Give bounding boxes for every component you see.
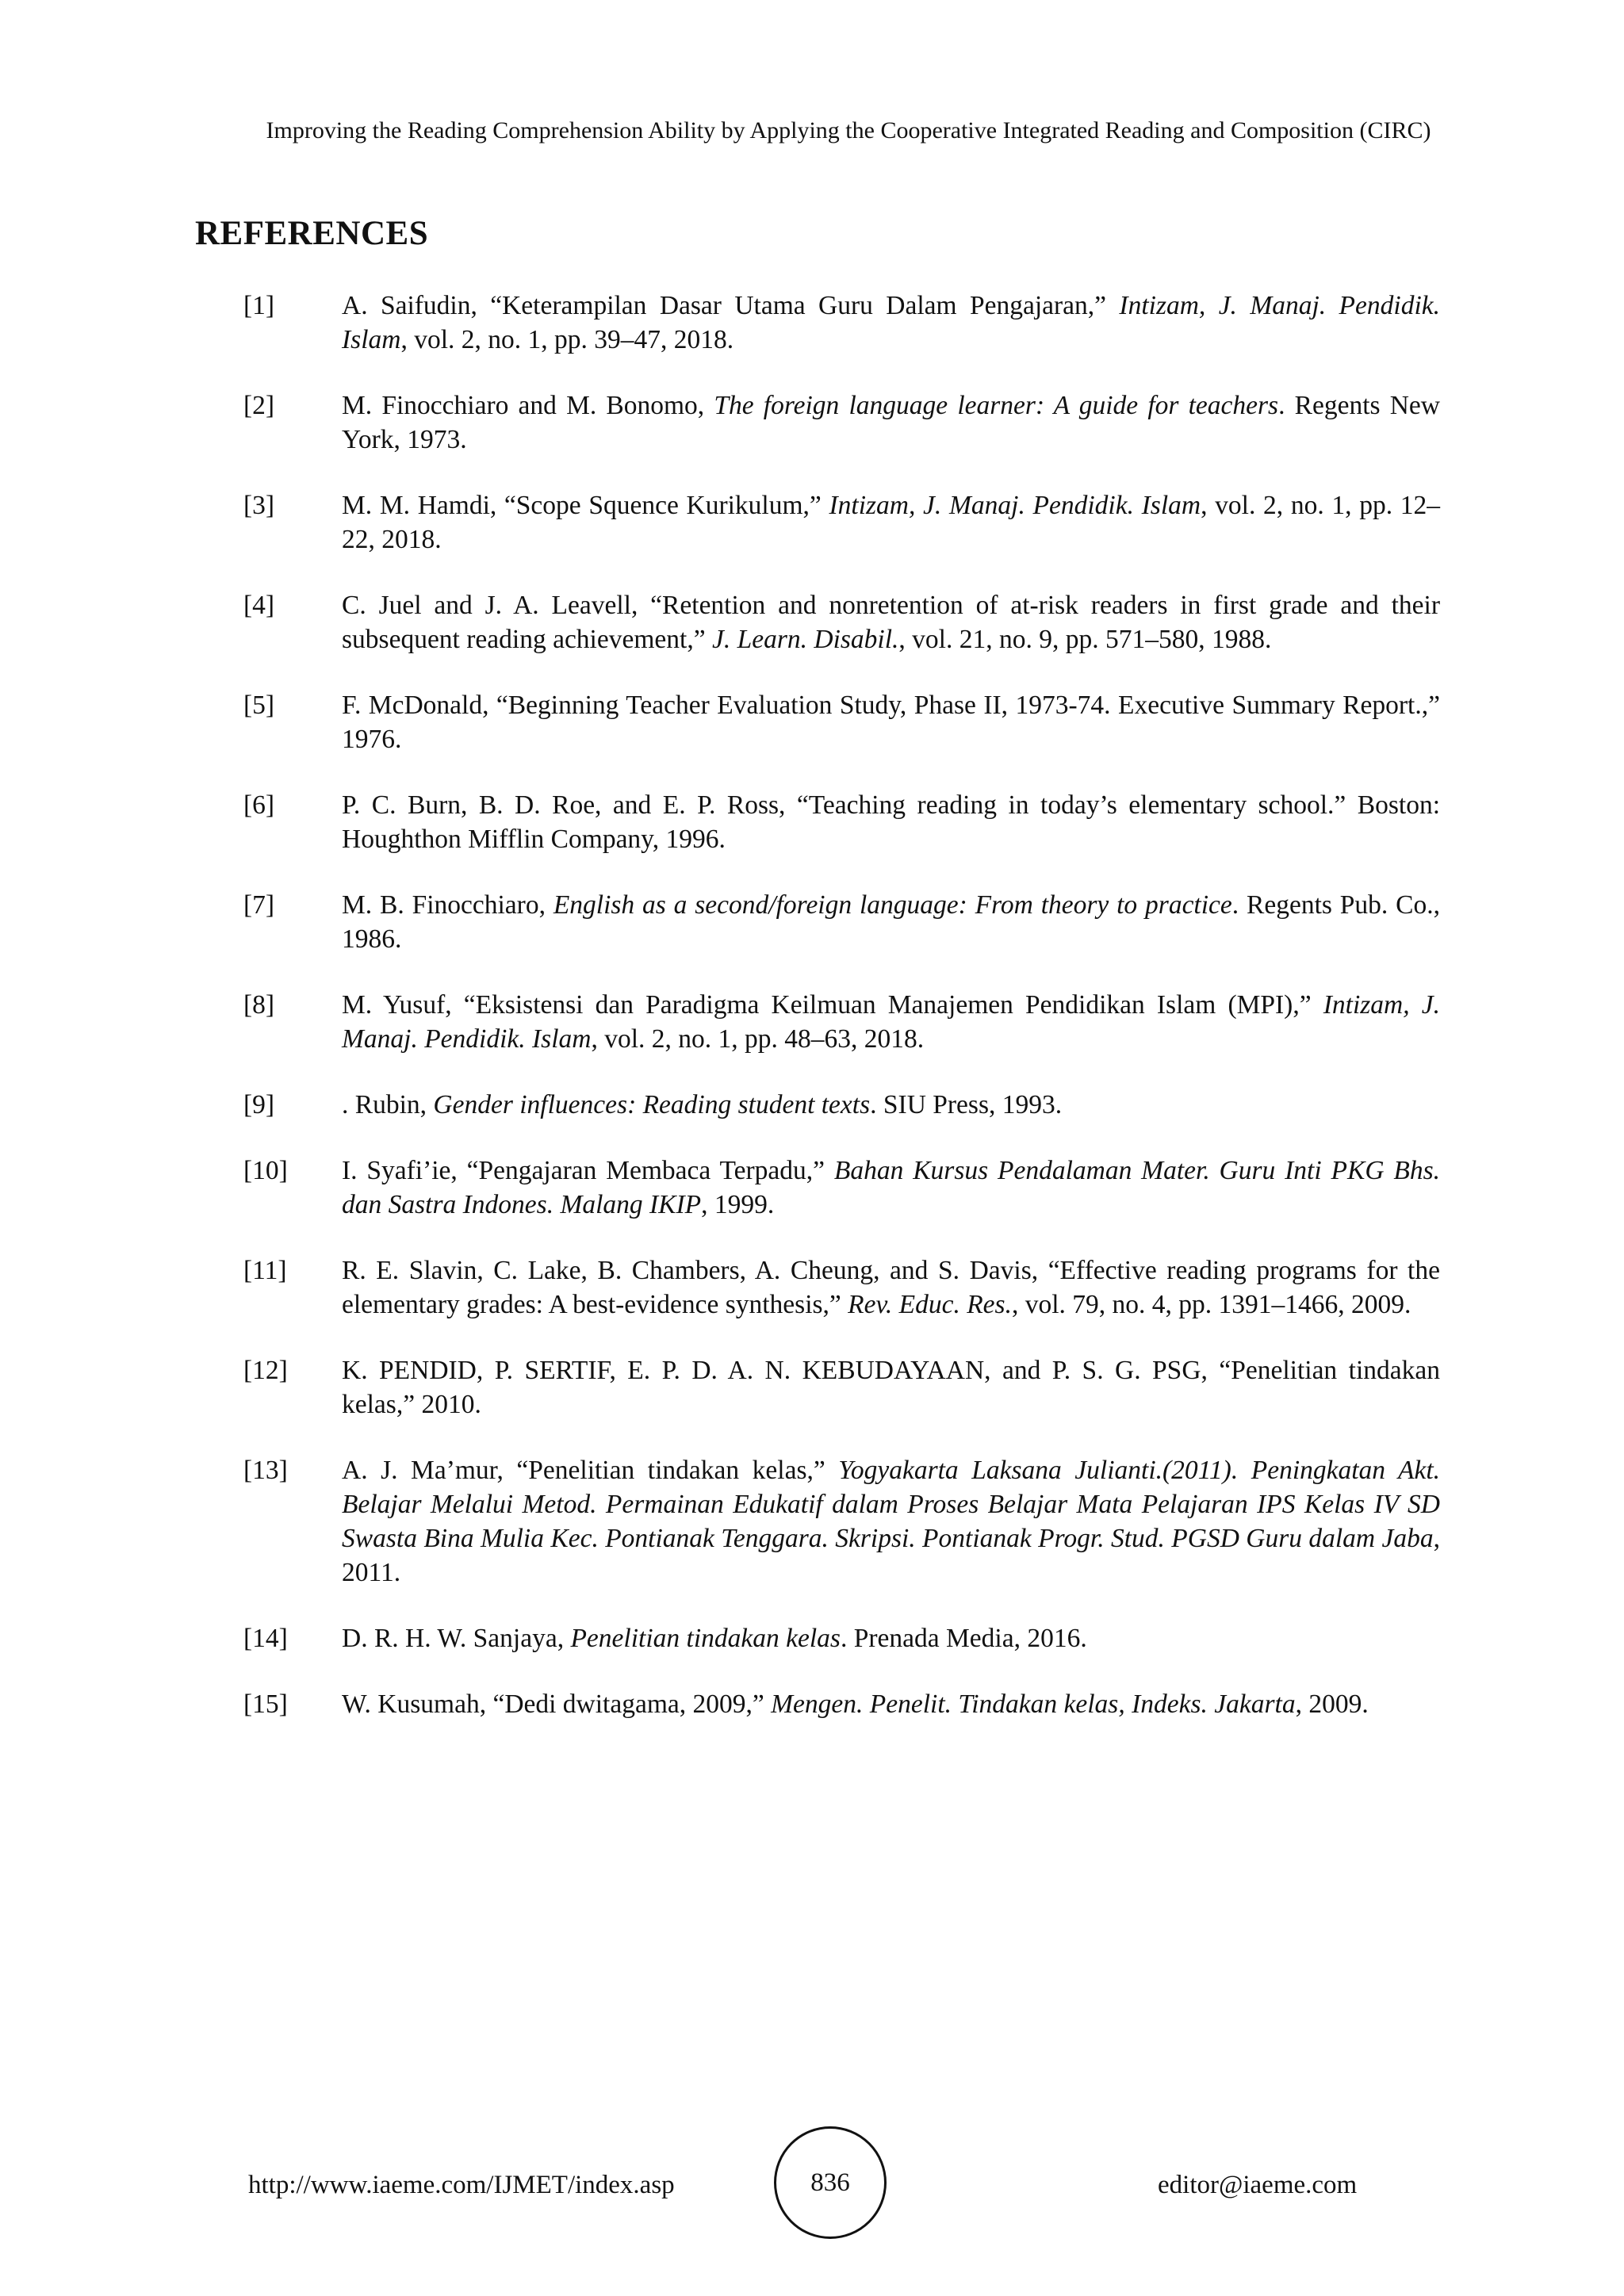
- reference-text-segment: A. J. Ma’mur, “Penelitian tindakan kelas,”: [342, 1456, 839, 1485]
- reference-item: [0, 988, 1624, 1056]
- reference-source-italic: Rev. Educ. Res.: [848, 1290, 1012, 1319]
- reference-number: [2]: [243, 391, 275, 420]
- reference-text-segment: M. M. Hamdi, “Scope Squence Kurikulum,”: [342, 491, 829, 520]
- reference-item: [0, 588, 1624, 656]
- reference-item: [0, 1253, 1624, 1322]
- reference-source-italic: Intizam, J. Manaj. Pendidik. Islam: [342, 291, 1440, 354]
- reference-number: [14]: [243, 1624, 288, 1653]
- reference-number: [6]: [243, 790, 275, 820]
- reference-text-segment: , vol. 2, no. 1, pp. 48–63, 2018.: [591, 1024, 925, 1054]
- reference-number: [7]: [243, 890, 275, 920]
- reference-number: [3]: [243, 491, 275, 520]
- reference-text-segment: P. C. Burn, B. D. Roe, and E. P. Ross, “Teaching reading in today’s elementary school.” Boston: Houghthon Mifflin Company, 1996.: [342, 790, 1440, 854]
- reference-source-italic: The foreign language learner: A guide for teachers: [714, 391, 1279, 420]
- reference-number: [10]: [243, 1156, 288, 1185]
- reference-text-segment: . SIU Press, 1993.: [870, 1090, 1063, 1119]
- reference-text: [342, 1453, 1440, 1590]
- page-number-circle: [774, 2126, 887, 2239]
- reference-text-segment: K. PENDID, P. SERTIF, E. P. D. A. N. KEBUDAYAAN, and P. S. G. PSG, “Penelitian tindakan kelas,” 2010.: [342, 1356, 1440, 1419]
- reference-text-segment: . Regents Pub. Co., 1986.: [342, 890, 1440, 954]
- reference-text-segment: I. Syafi’ie, “Pengajaran Membaca Terpadu,”: [342, 1156, 834, 1185]
- reference-source-italic: Bahan Kursus Pendalaman Mater. Guru Inti PKG Bhs. dan Sastra Indones. Malang IKIP: [342, 1156, 1440, 1219]
- reference-text-segment: , 2009.: [1295, 1689, 1369, 1719]
- reference-number: [15]: [243, 1689, 288, 1719]
- reference-item: [0, 488, 1624, 557]
- reference-text-segment: , vol. 2, no. 1, pp. 39–47, 2018.: [400, 325, 734, 354]
- reference-source-italic: Yogyakarta Laksana Julianti.(2011). Peningkatan Akt. Belajar Melalui Metod. Permainan Edukatif dalam Proses Belajar Mata Pelajaran IPS Kelas IV SD Swasta Bina Mulia Kec. Pontianak Tenggara. Skripsi. Pontianak Progr. Stud. PGSD Guru dalam Jaba: [342, 1456, 1440, 1553]
- reference-item: [0, 1621, 1624, 1655]
- reference-text-segment: , vol. 2, no. 1, pp. 12–22, 2018.: [342, 491, 1440, 554]
- reference-text-segment: M. Yusuf, “Eksistensi dan Paradigma Keilmuan Manajemen Pendidikan Islam (MPI),”: [342, 990, 1323, 1020]
- reference-text-segment: . Rubin,: [342, 1090, 434, 1119]
- reference-text: [342, 1621, 1440, 1655]
- reference-text: [342, 388, 1440, 457]
- reference-item: [0, 1154, 1624, 1222]
- reference-text-segment: D. R. H. W. Sanjaya,: [342, 1624, 571, 1653]
- reference-number: [9]: [243, 1090, 275, 1119]
- running-header: Improving the Reading Comprehension Ability by Applying the Cooperative Integrated Reading and Composition (CIRC): [266, 117, 1431, 144]
- reference-source-italic: Intizam, J. Manaj. Pendidik. Islam: [342, 990, 1440, 1054]
- reference-text-segment: . Prenada Media, 2016.: [840, 1624, 1087, 1653]
- footer-url: http://www.iaeme.com/IJMET/index.asp: [248, 2171, 675, 2199]
- reference-text-segment: M. Finocchiaro and M. Bonomo,: [342, 391, 714, 420]
- reference-item: [0, 388, 1624, 457]
- page-number: 836: [810, 2168, 850, 2197]
- reference-text-segment: , vol. 21, no. 9, pp. 571–580, 1988.: [898, 625, 1272, 654]
- reference-text-segment: M. B. Finocchiaro,: [342, 890, 553, 920]
- reference-text: [342, 289, 1440, 357]
- reference-source-italic: Intizam, J. Manaj. Pendidik. Islam: [829, 491, 1201, 520]
- reference-text: [342, 788, 1440, 856]
- reference-text: [342, 1088, 1440, 1122]
- footer-email: editor@iaeme.com: [1158, 2171, 1358, 2199]
- reference-source-italic: J. Learn. Disabil.: [711, 625, 899, 654]
- reference-number: [5]: [243, 691, 275, 720]
- reference-text: [342, 1687, 1440, 1721]
- reference-text: [342, 1154, 1440, 1222]
- reference-item: [0, 289, 1624, 357]
- reference-number: [8]: [243, 990, 275, 1020]
- reference-text-segment: , 2011.: [342, 1524, 1440, 1587]
- reference-text-segment: C. Juel and J. A. Leavell, “Retention and nonretention of at-risk readers in first grade and their subsequent reading achievement,”: [342, 591, 1440, 654]
- reference-list: [0, 289, 1624, 1753]
- reference-item: [0, 1353, 1624, 1422]
- reference-text: [342, 688, 1440, 756]
- reference-text: [342, 1353, 1440, 1422]
- section-heading-references: REFERENCES: [195, 215, 429, 252]
- reference-item: [0, 1687, 1624, 1721]
- reference-number: [4]: [243, 591, 275, 620]
- reference-text-segment: A. Saifudin, “Keterampilan Dasar Utama Guru Dalam Pengajaran,”: [342, 291, 1120, 320]
- reference-item: [0, 888, 1624, 956]
- reference-text-segment: F. McDonald, “Beginning Teacher Evaluation Study, Phase II, 1973-74. Executive Summary Report.,” 1976.: [342, 691, 1440, 754]
- reference-text-segment: . Regents New York, 1973.: [342, 391, 1440, 454]
- reference-source-italic: English as a second/foreign language: From theory to practice: [553, 890, 1232, 920]
- reference-item: [0, 1453, 1624, 1590]
- reference-text: [342, 488, 1440, 557]
- reference-source-italic: Mengen. Penelit. Tindakan kelas, Indeks. Jakarta: [771, 1689, 1296, 1719]
- reference-text: [342, 988, 1440, 1056]
- reference-number: [1]: [243, 291, 275, 320]
- reference-item: [0, 688, 1624, 756]
- reference-number: [11]: [243, 1256, 287, 1285]
- reference-source-italic: Penelitian tindakan kelas: [570, 1624, 841, 1653]
- reference-number: [12]: [243, 1356, 288, 1385]
- reference-text: [342, 888, 1440, 956]
- reference-item: [0, 788, 1624, 856]
- reference-text: [342, 588, 1440, 656]
- reference-text: [342, 1253, 1440, 1322]
- reference-number: [13]: [243, 1456, 288, 1485]
- reference-text-segment: R. E. Slavin, C. Lake, B. Chambers, A. Cheung, and S. Davis, “Effective reading programs for the elementary grades: A best-evidence synthesis,”: [342, 1256, 1440, 1319]
- reference-text-segment: , 1999.: [701, 1190, 775, 1219]
- reference-text-segment: , vol. 79, no. 4, pp. 1391–1466, 2009.: [1011, 1290, 1411, 1319]
- reference-source-italic: Gender influences: Reading student texts: [433, 1090, 871, 1119]
- reference-item: [0, 1088, 1624, 1122]
- reference-text-segment: W. Kusumah, “Dedi dwitagama, 2009,”: [342, 1689, 772, 1719]
